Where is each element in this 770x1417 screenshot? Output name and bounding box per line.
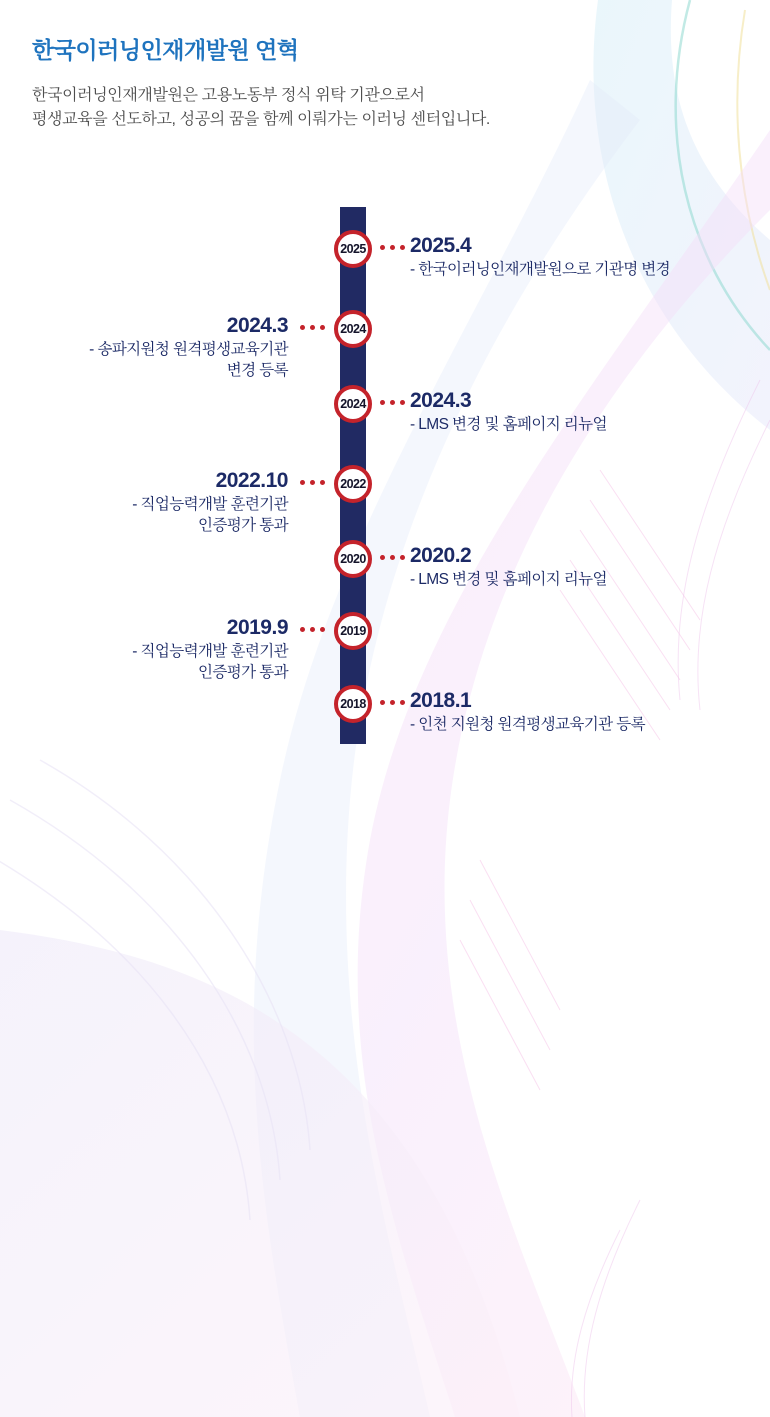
connector-dot [310, 480, 315, 485]
subtitle-line-1: 한국이러닝인재개발원은 고용노동부 정식 위탁 기관으로서 [32, 87, 425, 104]
timeline-event [410, 543, 755, 590]
connector-dot [400, 700, 405, 705]
connector-dot [390, 400, 395, 405]
event-date: 2024.3 [226, 314, 288, 337]
event-date: 2018.1 [410, 689, 472, 712]
connector-dot [400, 400, 405, 405]
timeline-year-badge: 2025 [334, 230, 372, 268]
timeline-year-badge: 2020 [334, 540, 372, 578]
event-description-line: - 직업능력개발 훈련기관 [132, 643, 288, 660]
connector-dot [390, 245, 395, 250]
timeline-year-badge: 2022 [334, 465, 372, 503]
connector-dot [400, 245, 405, 250]
event-description-line: 인증평가 통과 [198, 517, 288, 534]
connector-dot [390, 555, 395, 560]
timeline-year-badge: 2024 [334, 385, 372, 423]
event-date: 2019.9 [226, 616, 288, 639]
event-date: 2024.3 [410, 389, 472, 412]
page-title: 한국이러닝인재개발원 연혁 [32, 37, 299, 63]
event-description-line: - 송파지원청 원격평생교육기관 [89, 341, 288, 358]
connector-dot [380, 400, 385, 405]
timeline-event [18, 615, 288, 683]
timeline-year-badge: 2019 [334, 612, 372, 650]
timeline-year-badge: 2018 [334, 685, 372, 723]
event-description-line: - LMS 변경 및 홈페이지 리뉴얼 [410, 416, 607, 433]
connector-dot [300, 480, 305, 485]
timeline-connector-dots [380, 245, 405, 250]
event-description-line: - 직업능력개발 훈련기관 [132, 496, 288, 513]
timeline-event [410, 688, 755, 735]
connector-dot [400, 555, 405, 560]
connector-dot [320, 480, 325, 485]
event-date: 2022.10 [215, 469, 288, 492]
timeline-year-badge: 2024 [334, 310, 372, 348]
event-description-line: - 한국이러닝인재개발원으로 기관명 변경 [410, 261, 671, 278]
connector-dot [310, 627, 315, 632]
timeline-event [410, 233, 755, 280]
timeline-event [410, 388, 755, 435]
event-description-line: - LMS 변경 및 홈페이지 리뉴얼 [410, 571, 607, 588]
event-description-line: 변경 등록 [226, 362, 288, 379]
timeline-connector-dots [380, 700, 405, 705]
timeline-event [18, 468, 288, 536]
timeline-connector-dots [380, 400, 405, 405]
connector-dot [310, 325, 315, 330]
event-date: 2020.2 [410, 544, 472, 567]
connector-dot [380, 245, 385, 250]
event-description-line: - 인천 지원청 원격평생교육기관 등록 [410, 716, 645, 733]
timeline-connector-dots [380, 555, 405, 560]
event-description-line: 인증평가 통과 [198, 664, 288, 681]
event-date: 2025.4 [410, 234, 472, 257]
timeline-connector-dots [300, 325, 325, 330]
timeline-connector-dots [300, 627, 325, 632]
timeline-event [18, 313, 288, 381]
header [32, 36, 490, 132]
connector-dot [300, 627, 305, 632]
timeline-connector-dots [300, 480, 325, 485]
connector-dot [390, 700, 395, 705]
page-subtitle [32, 84, 490, 132]
connector-dot [300, 325, 305, 330]
connector-dot [380, 700, 385, 705]
connector-dot [320, 325, 325, 330]
connector-dot [320, 627, 325, 632]
connector-dot [380, 555, 385, 560]
subtitle-line-2: 평생교육을 선도하고, 성공의 꿈을 함께 이뤄가는 이러닝 센터입니다. [32, 111, 490, 128]
